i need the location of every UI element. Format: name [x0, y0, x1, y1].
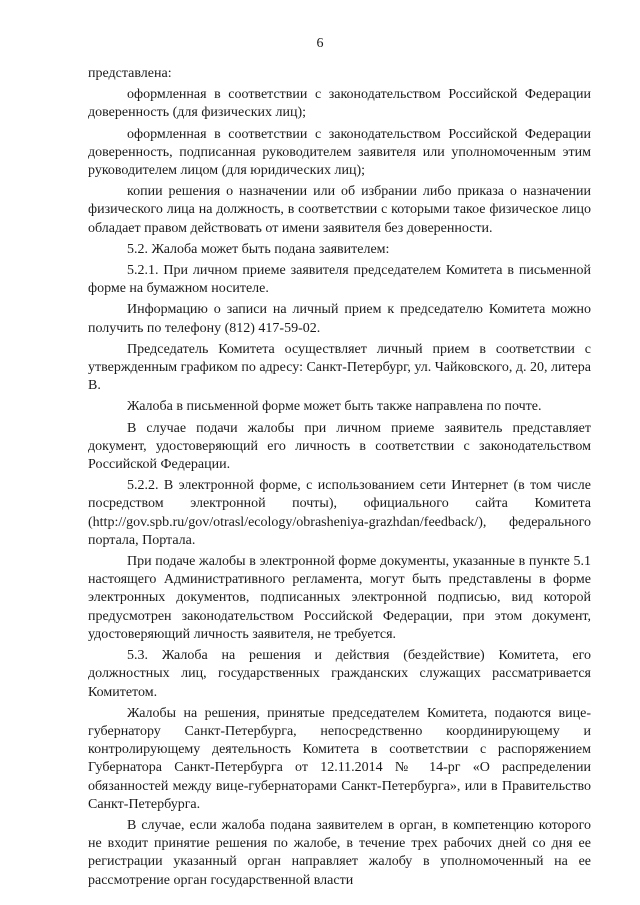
paragraph: Жалобы на решения, принятые председателем Комитета, подаются вице-губернатору Санкт-Петербурга, непосредственно координирующему и контролирующему деятельность Комитета в соответствии с распоряжением Губернатора Санкт-Петербурга от 12.11.2014 № 14-рг «О распределении обязанностей между вице-губернаторами Санкт-Петербурга», или в Правительство Санкт-Петербурга.: [88, 705, 591, 812]
document-body: [88, 65, 591, 893]
paragraph: Председатель Комитета осуществляет личный прием в соответствии с утвержденным графиком по адресу: Санкт-Петербург, ул. Чайковского, д. 20, литера В.: [88, 341, 591, 394]
paragraph: В случае, если жалоба подана заявителем в орган, в компетенцию которого не входит принятие решения по жалобе, в течение трех рабочих дней со дня ее регистрации указанный орган направляет жалобу в уполномоченный на ее рассмотрение орган государственной власти: [88, 817, 591, 888]
paragraph: При подаче жалобы в электронной форме документы, указанные в пункте 5.1 настоящего Административного регламента, могут быть представлены в форме электронных документов, подписанных электронной подписью, вид которой предусмотрен законодательством Российской Федерации, при этом документ, удостоверяющий личность заявителя, не требуется.: [88, 554, 591, 642]
page-number: 6: [316, 36, 324, 51]
paragraph: 5.3. Жалоба на решения и действия (бездействие) Комитета, его должностных лиц, государственных гражданских служащих рассматривается Комитетом.: [88, 648, 591, 700]
paragraph: 5.2.2. В электронной форме, с использованием сети Интернет (в том числе посредством электронной почты), официального сайта Комитета (http://gov.spb.ru/gov/otrasl/ecology/obrasheniya-grazhdan/feedback/), федерального портала, Портала.: [88, 478, 591, 548]
paragraph: 5.2. Жалоба может быть подана заявителем:: [127, 241, 390, 257]
paragraph: представлена:: [88, 66, 172, 81]
paragraph: оформленная в соответствии с законодательством Российской Федерации доверенность, подписанная руководителем заявителя или уполномоченным этим руководителем лицом (для юридических лиц);: [88, 126, 591, 179]
paragraph: В случае подачи жалобы при личном приеме заявитель представляет документ, удостоверяющий его личность в соответствии с законодательством Российской Федерации.: [88, 420, 591, 473]
paragraph: копии решения о назначении или об избрании либо приказа о назначении физического лица на должность, в соответствии с которыми такое физическое лицо обладает правом действовать от имени заявителя без доверенности.: [88, 184, 591, 236]
paragraph: Информацию о записи на личный прием к председателю Комитета можно получить по телефону (812) 417-59-02.: [88, 302, 591, 336]
paragraph: Жалоба в письменной форме может быть также направлена по почте.: [127, 399, 542, 415]
paragraph: оформленная в соответствии с законодательством Российской Федерации доверенность (для физических лиц);: [88, 87, 591, 121]
paragraph: 5.2.1. При личном приеме заявителя председателем Комитета в письменной форме на бумажном носителе.: [88, 263, 591, 297]
